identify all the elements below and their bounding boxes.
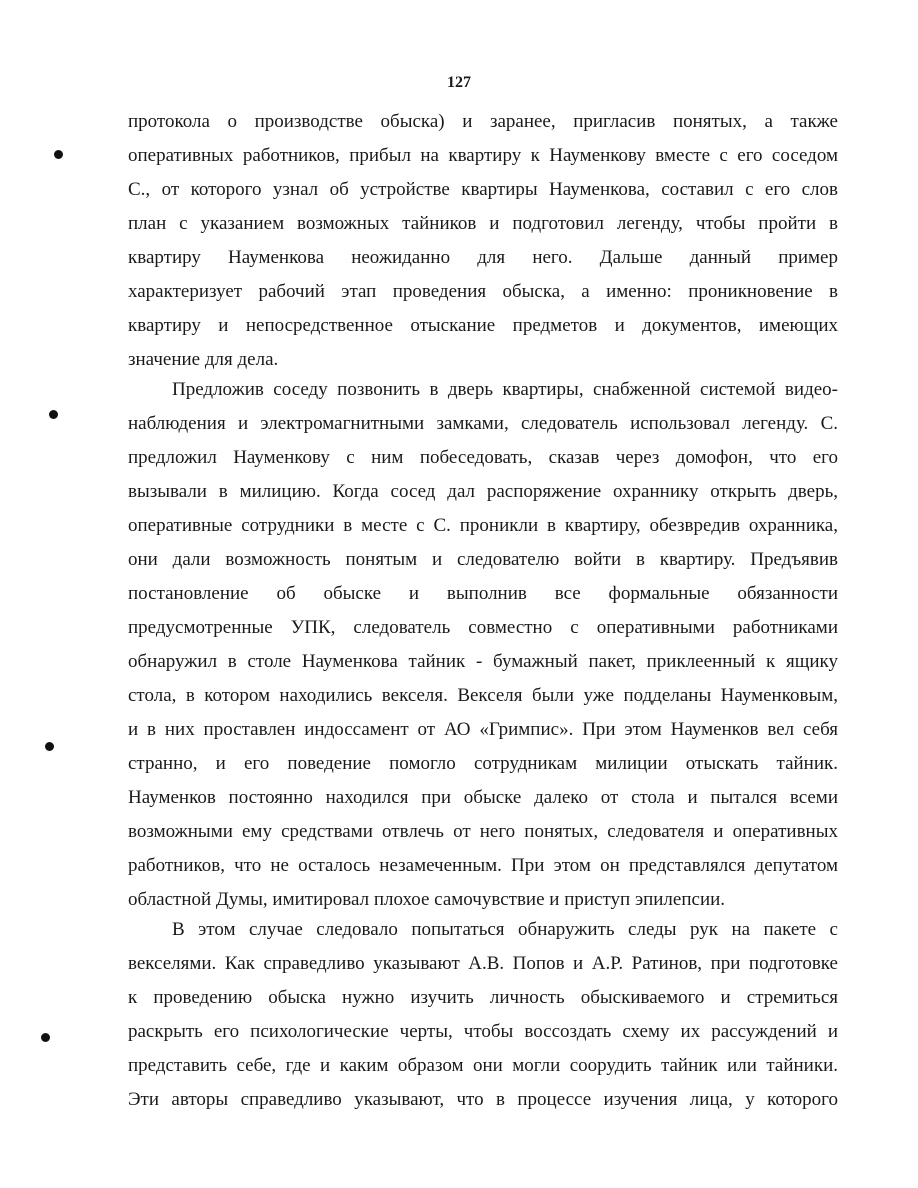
text-line: вызывали в милицию. Когда сосед дал распоряжение охраннику открыть дверь, [128,481,838,502]
text-line: Науменков постоянно находился при обыске далеко от стола и пытался всеми [128,787,838,808]
text-line: квартиру и непосредственное отыскание предметов и документов, имеющих [128,315,838,336]
text-line: возможными ему средствами отвлечь от него понятых, следователя и оперативных [128,821,838,842]
text-line: характеризует рабочий этап проведения обыска, а именно: проникновение в [128,281,838,302]
punch-hole-4 [41,1033,50,1042]
punch-hole-3 [45,742,54,751]
text-line: С., от которого узнал об устройстве квартиры Науменкова, составил с его слов [128,179,838,200]
text-line: квартиру Науменкова неожиданно для него. Дальше данный пример [128,247,838,268]
text-line: предусмотренные УПК, следователь совместно с оперативными работниками [128,617,838,638]
text-line: областной Думы, имитировал плохое самочувствие и приступ эпилепсии. [128,889,726,910]
text-line: к проведению обыска нужно изучить личность обыскиваемого и стремиться [128,987,838,1008]
text-line: векселями. Как справедливо указывают А.В. Попов и А.Р. Ратинов, при подготовке [128,953,838,974]
page-number: 127 [447,74,471,91]
text-line: В этом случае следовало попытаться обнаружить следы рук на пакете с [172,919,838,940]
text-line: оперативных работников, прибыл на квартиру к Науменкову вместе с его соседом [128,145,838,166]
text-line: представить себе, где и каким образом они могли соорудить тайник или тайники. [128,1055,838,1076]
text-line: обнаружил в столе Науменкова тайник - бумажный пакет, приклеенный к ящику [128,651,838,672]
text-line: они дали возможность понятым и следователю войти в квартиру. Предъявив [128,549,838,570]
punch-hole-2 [49,410,58,419]
text-line: предложил Науменкову с ним побеседовать, сказав через домофон, что его [128,447,838,468]
text-line: постановление об обыске и выполнив все формальные обязанности [128,583,838,604]
text-line: план с указанием возможных тайников и подготовил легенду, чтобы пройти в [128,213,838,234]
text-line: наблюдения и электромагнитными замками, следователь использовал легенду. С. [128,413,838,434]
text-line: стола, в котором находились векселя. Векселя были уже подделаны Науменковым, [128,685,838,706]
text-line: странно, и его поведение помогло сотрудникам милиции отыскать тайник. [128,753,838,774]
text-line: и в них проставлен индоссамент от АО «Гримпис». При этом Науменков вел себя [128,719,838,740]
text-line: работников, что не осталось незамеченным. При этом он представлялся депутатом [128,855,838,876]
punch-hole-1 [54,150,63,159]
text-line: Эти авторы справедливо указывают, что в процессе изучения лица, у которого [128,1089,838,1110]
text-line: протокола о производстве обыска) и заранее, пригласив понятых, а также [128,111,838,132]
text-line: Предложив соседу позвонить в дверь квартиры, снабженной системой видео- [172,379,838,400]
text-line: раскрыть его психологические черты, чтобы воссоздать схему их рассуждений и [128,1021,838,1042]
text-line: значение для дела. [128,349,279,370]
text-line: оперативные сотрудники в месте с С. проникли в квартиру, обезвредив охранника, [128,515,838,536]
